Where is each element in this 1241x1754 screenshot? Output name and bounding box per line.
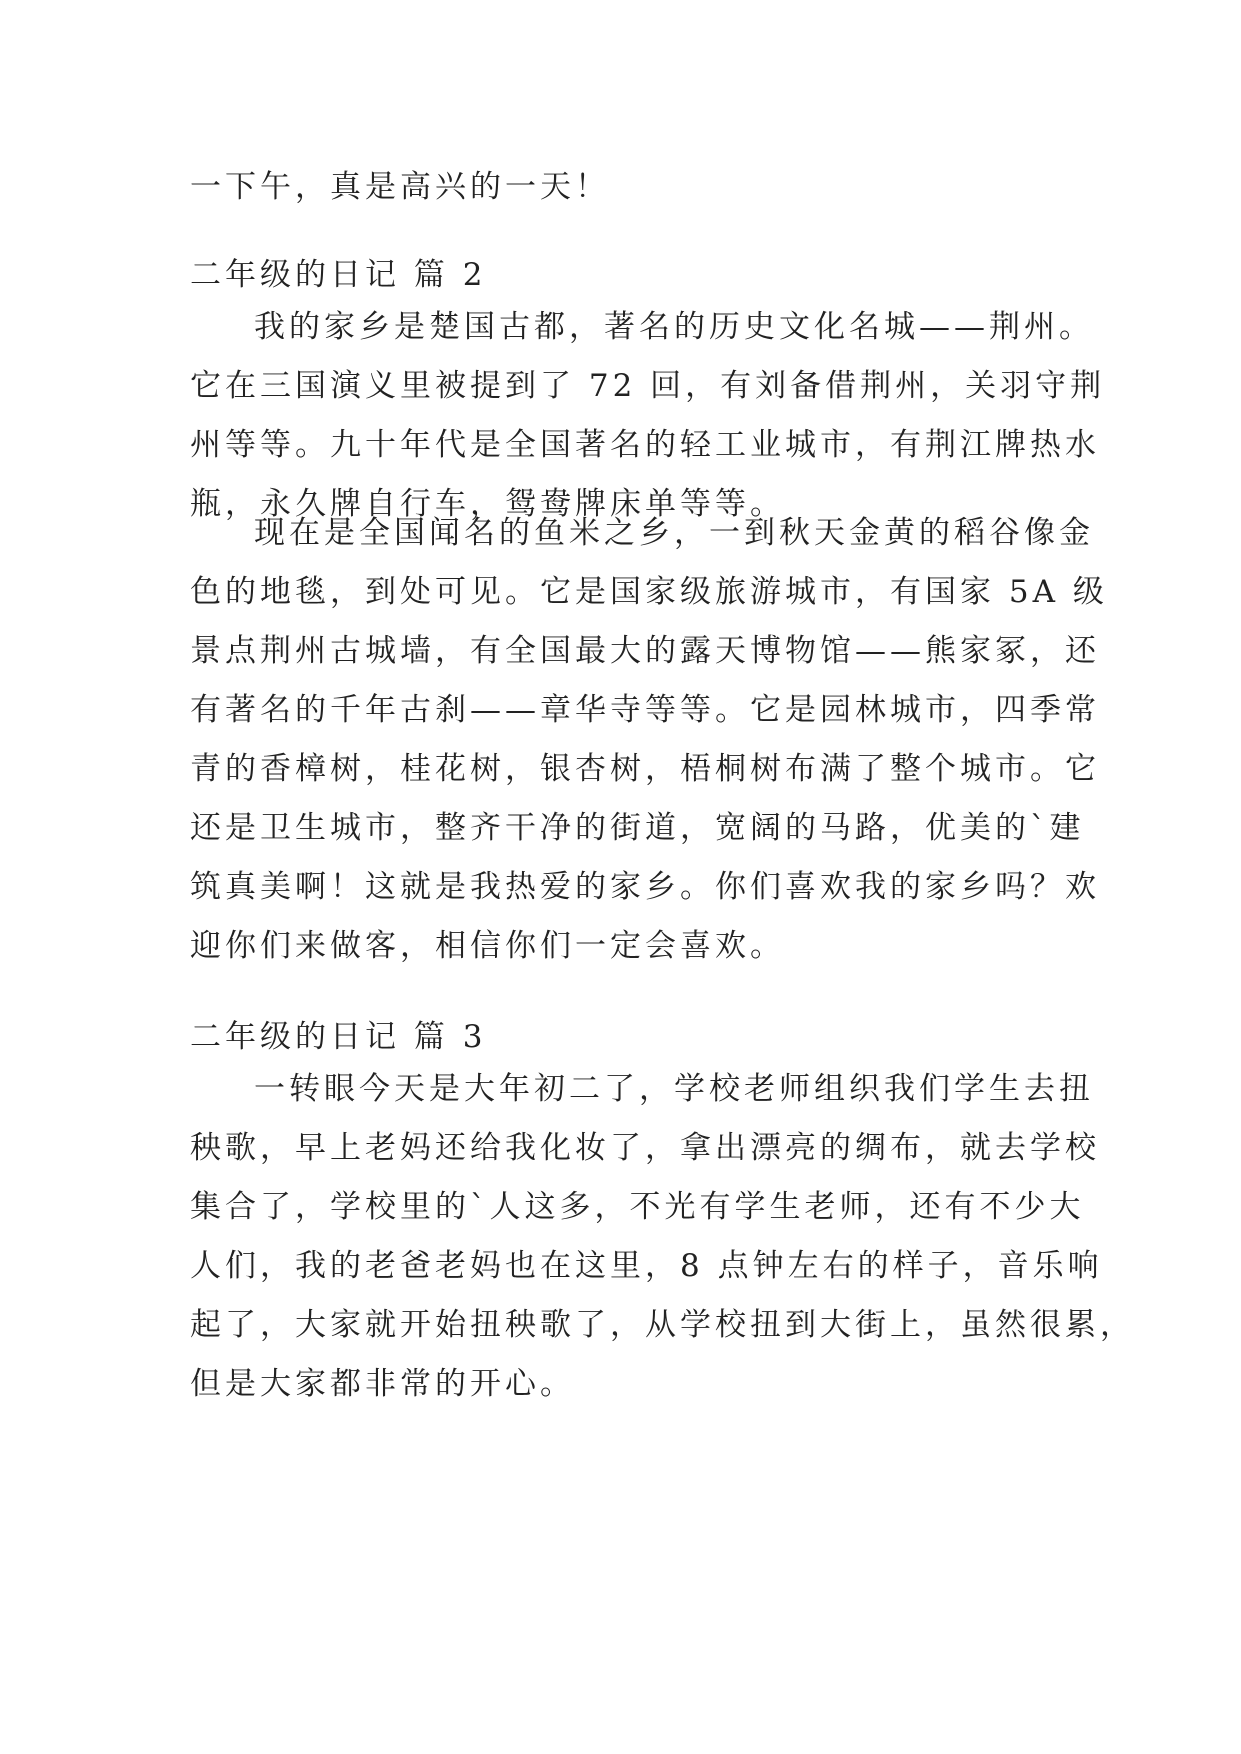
section-3-paragraph-1 xyxy=(190,1060,1135,1414)
section-heading-2: 二年级的日记 篇 2 xyxy=(190,257,487,293)
paragraph-line: 迎你们来做客，相信你们一定会喜欢。 xyxy=(190,928,785,964)
paragraph-line: 瓶，永久牌自行车，鸳鸯牌床单等等。 xyxy=(190,486,785,522)
section-heading-3: 二年级的日记 篇 3 xyxy=(190,1019,487,1055)
section-2-paragraph-1 xyxy=(190,298,1106,534)
paragraph-line: 景点荆州古城墙，有全国最大的露天博物馆——熊家冢，还 xyxy=(190,633,1100,669)
paragraph-line: 我的家乡是楚国古都，著名的历史文化名城——荆州。 xyxy=(254,309,1094,345)
paragraph-line: 人们，我的老爸老妈也在这里，8 点钟左右的样子，音乐响 xyxy=(190,1248,1103,1284)
paragraph-line: 秧歌，早上老妈还给我化妆了，拿出漂亮的绸布，就去学校 xyxy=(190,1130,1100,1166)
paragraph-line: 筑真美啊！这就是我热爱的家乡。你们喜欢我的家乡吗？欢 xyxy=(190,869,1100,905)
paragraph-line: 但是大家都非常的开心。 xyxy=(190,1366,575,1402)
paragraph-line: 还是卫生城市，整齐干净的街道，宽阔的马路，优美的`建 xyxy=(190,810,1085,846)
intro-line: 一下午，真是高兴的一天！ xyxy=(190,169,610,205)
paragraph-line: 有著名的千年古刹——章华寺等等。它是园林城市，四季常 xyxy=(190,692,1100,728)
paragraph-line: 它在三国演义里被提到了 72 回，有刘备借荆州，关羽守荆 xyxy=(190,368,1106,404)
paragraph-line: 色的地毯，到处可见。它是国家级旅游城市，有国家 5A 级 xyxy=(190,574,1108,610)
paragraph-line: 集合了，学校里的`人这多，不光有学生老师，还有不少大 xyxy=(190,1189,1085,1225)
section-2-paragraph-2 xyxy=(190,504,1108,976)
paragraph-line: 一转眼今天是大年初二了，学校老师组织我们学生去扭 xyxy=(254,1071,1094,1107)
paragraph-line: 起了，大家就开始扭秧歌了，从学校扭到大街上，虽然很累， xyxy=(190,1307,1135,1343)
paragraph-line: 现在是全国闻名的鱼米之乡，一到秋天金黄的稻谷像金 xyxy=(254,515,1094,551)
paragraph-line: 青的香樟树，桂花树，银杏树，梧桐树布满了整个城市。它 xyxy=(190,751,1100,787)
paragraph-line: 州等等。九十年代是全国著名的轻工业城市，有荆江牌热水 xyxy=(190,427,1100,463)
